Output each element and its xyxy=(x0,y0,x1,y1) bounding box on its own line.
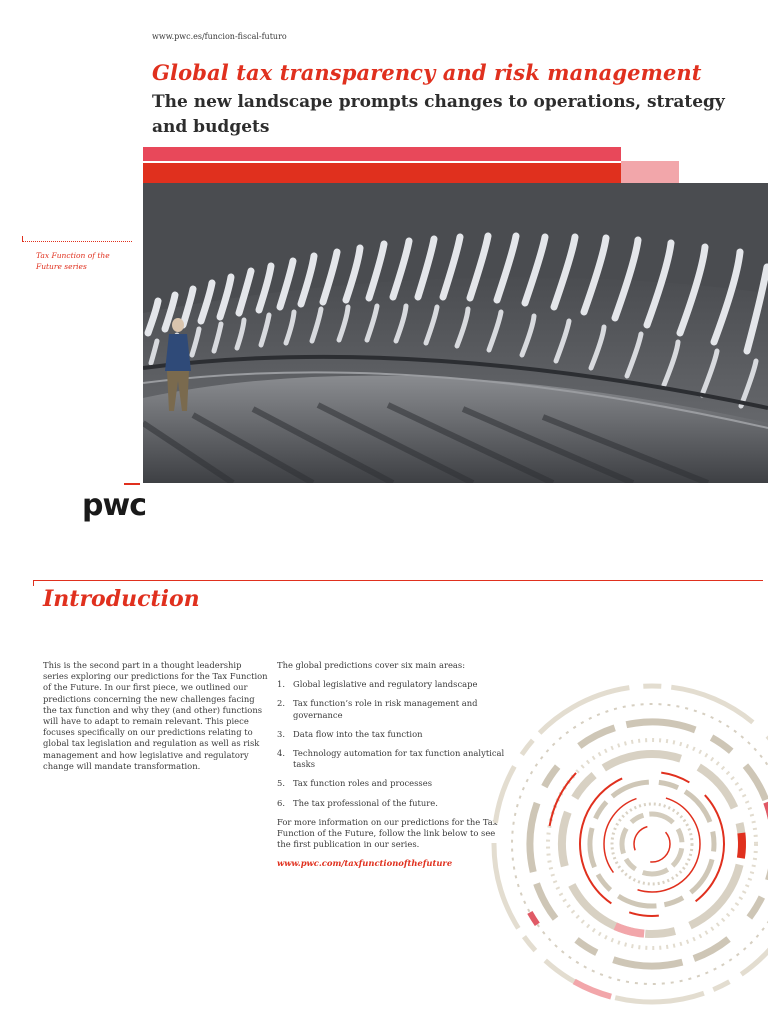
pwc-logo: pwc xyxy=(82,488,146,523)
series-label: Tax Function of the Future series xyxy=(36,251,110,271)
list-item: 2. Tax function’s role in risk management and governance xyxy=(277,698,478,720)
more-info-text: For more information on our predictions for the Tax Function of the Future, follow the link below to see the first publication in our series. xyxy=(277,816,498,850)
page-title: Global tax transparency and risk management xyxy=(152,60,702,85)
series-divider xyxy=(22,241,132,242)
bridge-walkway-illustration xyxy=(143,183,768,483)
intro-divider xyxy=(33,580,763,581)
list-item: 6. The tax professional of the future. xyxy=(277,797,438,808)
logo-accent-bar xyxy=(124,483,140,485)
page-subtitle: The new landscape prompts changes to operations, strategy and budgets xyxy=(152,92,725,137)
areas-column xyxy=(277,660,507,870)
header-url[interactable]: www.pwc.es/funcion-fiscal-futuro xyxy=(152,32,287,41)
intro-marker xyxy=(33,580,34,586)
header-color-band xyxy=(143,147,621,183)
intro-body: This is the second part in a thought leadership series exploring our predictions for the Tax Function of the Future. In our first piece, we outlined our predictions concerning the new challenges facing the tax function and why they (and other) functions will have to adapt to remain relevant. This piece focuses specifically on our predictions relating to global tax legislation and regulation as well as risk management and how legislative and regulatory change will mandate transformation. xyxy=(43,660,268,771)
list-item: 3. Data flow into the tax function xyxy=(277,728,423,739)
list-item: 1. Global legislative and regulatory landscape xyxy=(277,679,478,690)
cover-photo xyxy=(143,183,768,483)
concentric-rings-graphic xyxy=(478,658,768,1024)
list-item: 4. Technology automation for tax function analytical tasks xyxy=(277,748,505,770)
header-pale-band xyxy=(621,161,679,183)
areas-lead: The global predictions cover six main areas: xyxy=(277,660,466,670)
list-item: 5. Tax function roles and processes xyxy=(277,778,432,789)
areas-list xyxy=(277,679,507,809)
intro-heading: Introduction xyxy=(43,586,200,612)
series-link[interactable]: www.pwc.com/taxfunctionofthefuture xyxy=(277,858,453,869)
